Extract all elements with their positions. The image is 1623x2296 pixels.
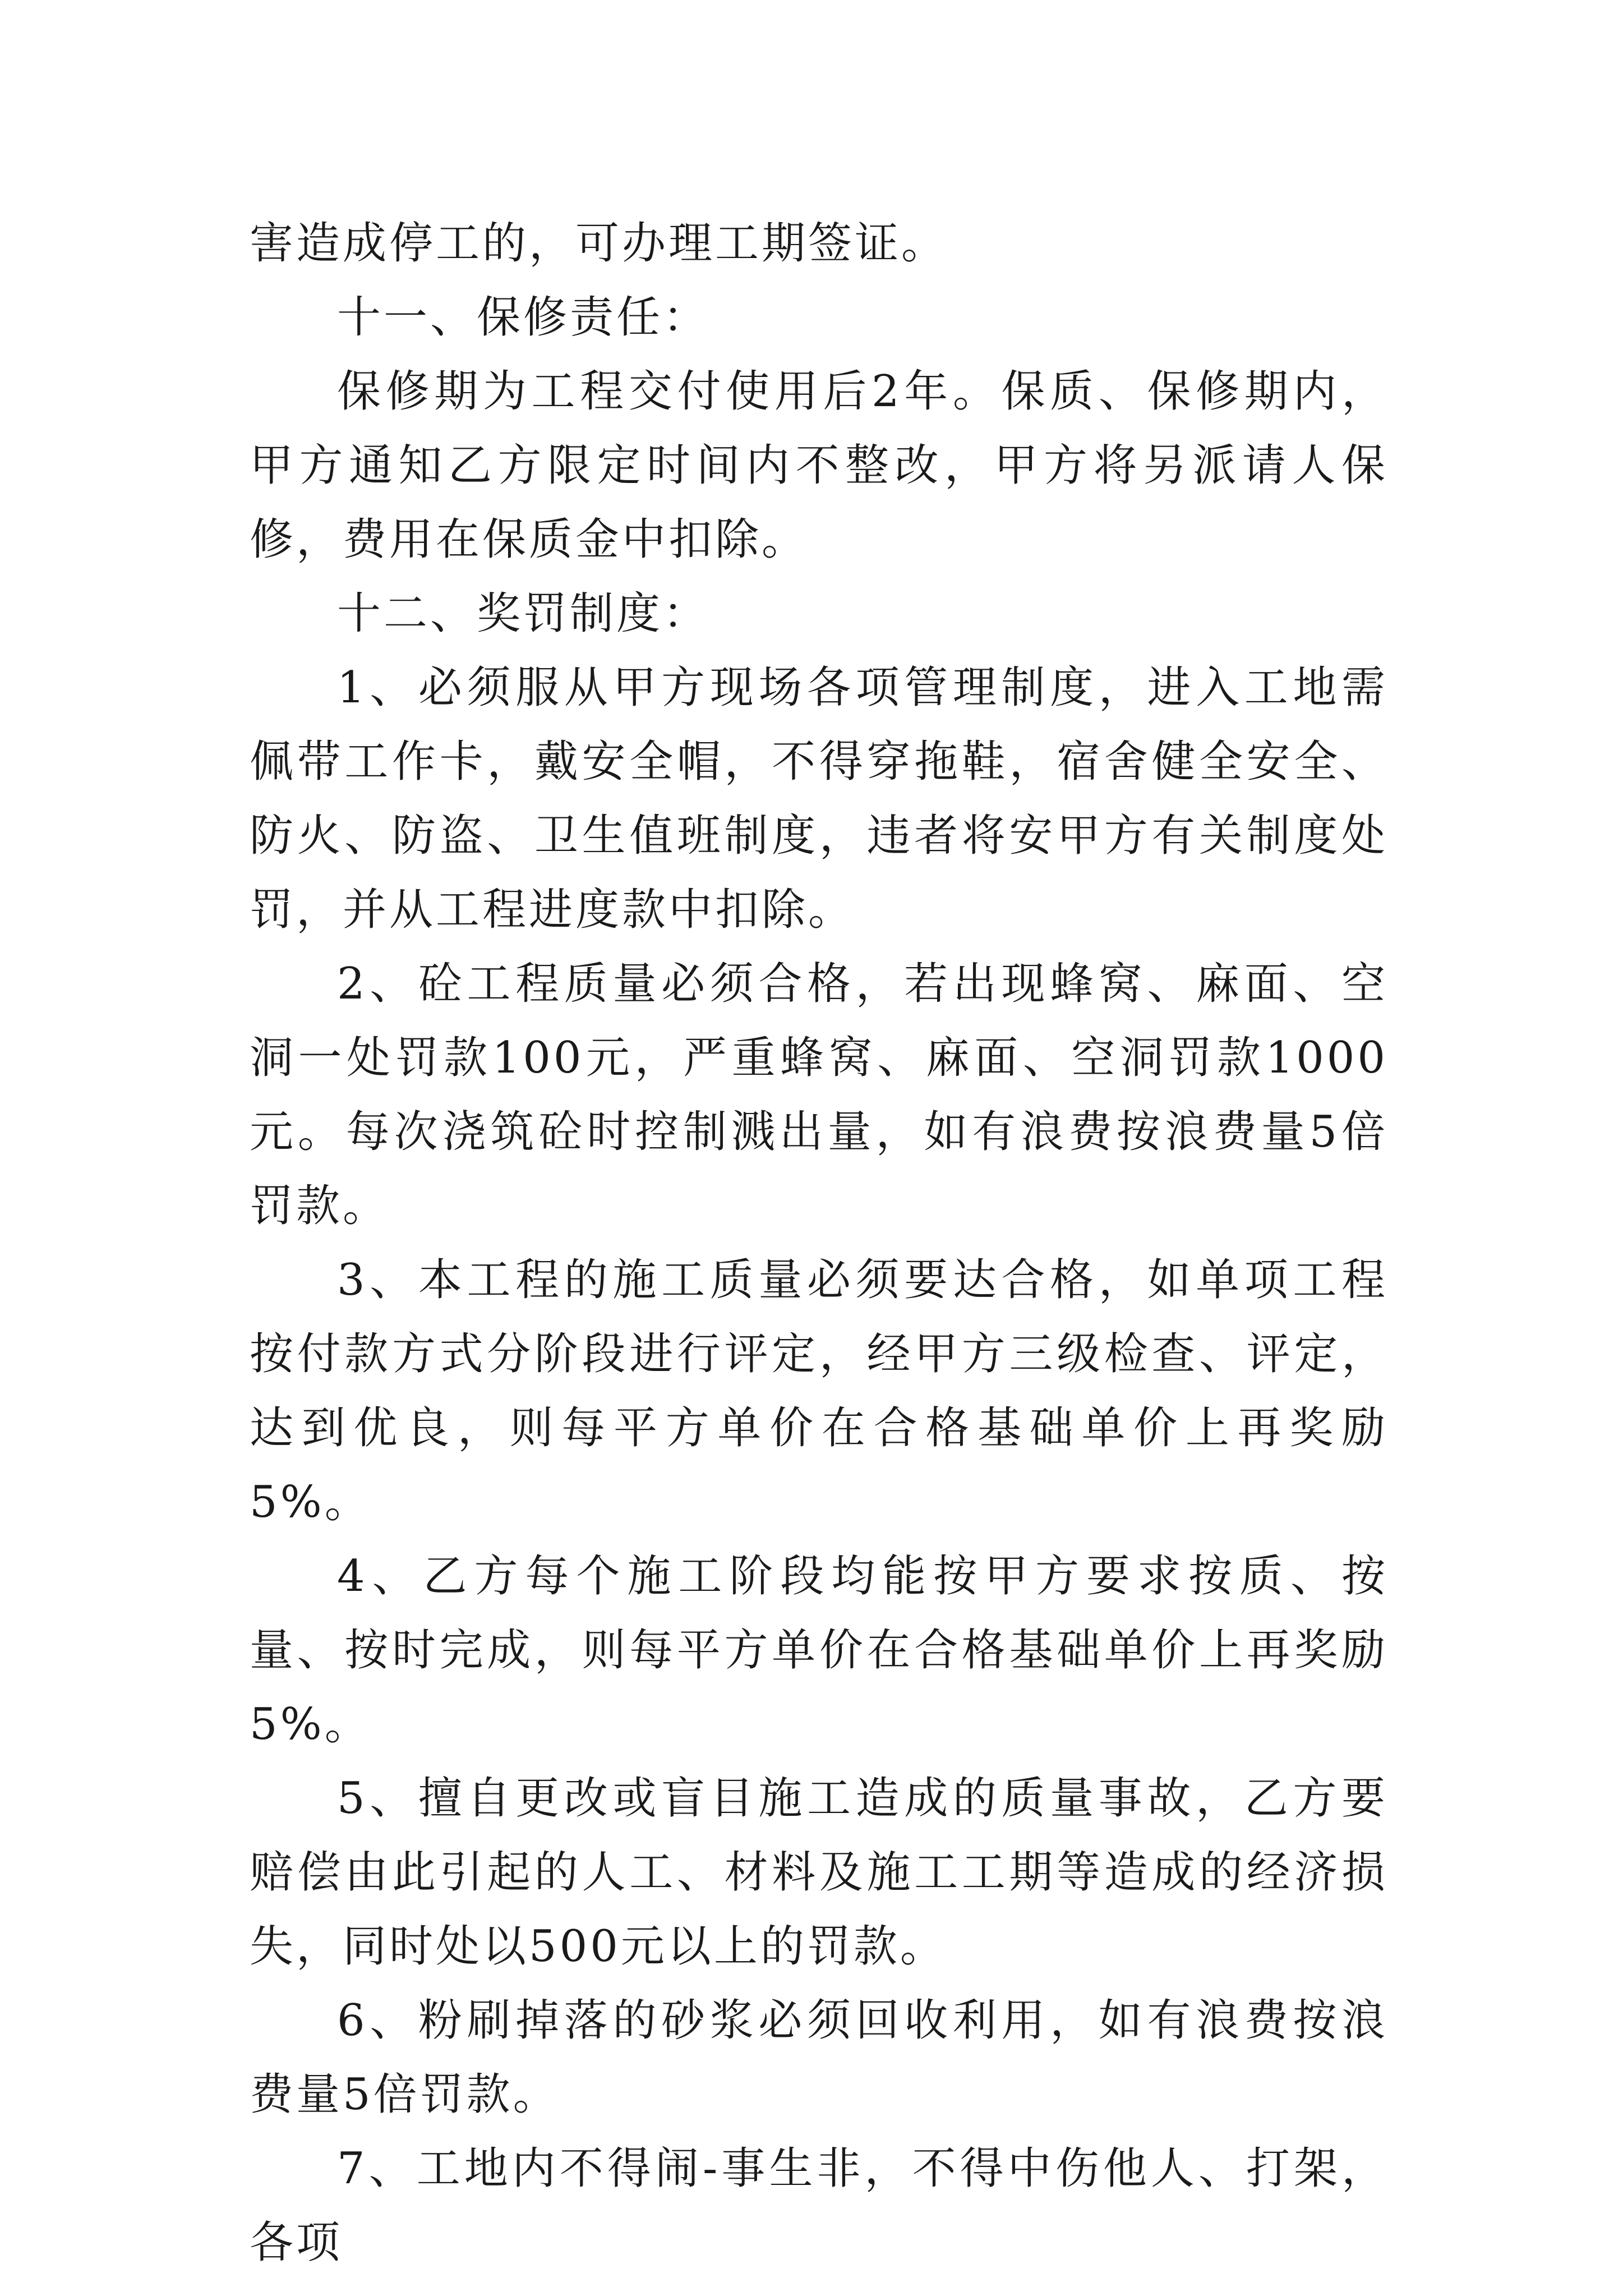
paragraph-work-stoppage: 害造成停工的，可办理工期签证。 bbox=[250, 218, 948, 269]
paragraph-rule-6: 6、粉刷掉落的砂浆必须回收利用，如有浪费按浪费量5倍罚款。 bbox=[250, 1995, 1388, 2120]
paragraph-rule-2: 2、砼工程质量必须合格，若出现蜂窝、麻面、空洞一处罚款100元，严重蜂窝、麻面、空洞罚款1000元。每次浇筑砼时控制溅出量，如有浪费按浪费量5倍罚款。 bbox=[250, 959, 1388, 1231]
heading-warranty-responsibility: 十一、保修责任： bbox=[337, 292, 710, 343]
paragraph-rule-3: 3、本工程的施工质量必须要达合格，如单项工程按付款方式分阶段进行评定，经甲方三级检查、评定，达到优良，则每平方单价在合格基础单价上再奖励5%。 bbox=[250, 1255, 1388, 1527]
paragraph-rule-4: 4、乙方每个施工阶段均能按甲方要求按质、按量、按时完成，则每平方单价在合格基础单价上再奖励5%。 bbox=[250, 1551, 1388, 1750]
document-body bbox=[250, 206, 1388, 2280]
heading-reward-penalty-system: 十二、奖罚制度： bbox=[337, 588, 710, 639]
paragraph-rule-5: 5、擅自更改或盲目施工造成的质量事故，乙方要赔偿由此引起的人工、材料及施工工期等造成的经济损失，同时处以500元以上的罚款。 bbox=[250, 1773, 1388, 1972]
paragraph-rule-7: 7、工地内不得闹-事生非，不得中伤他人、打架，各项 bbox=[250, 2143, 1388, 2268]
paragraph-warranty-period: 保修期为工程交付使用后2年。保质、保修期内，甲方通知乙方限定时间内不整改，甲方将另派请人保修，费用在保质金中扣除。 bbox=[250, 366, 1388, 565]
paragraph-rule-1: 1、必须服从甲方现场各项管理制度，进入工地需佩带工作卡，戴安全帽，不得穿拖鞋，宿舍健全安全、防火、防盗、卫生值班制度，违者将安甲方有关制度处罚，并从工程进度款中扣除。 bbox=[250, 662, 1388, 935]
